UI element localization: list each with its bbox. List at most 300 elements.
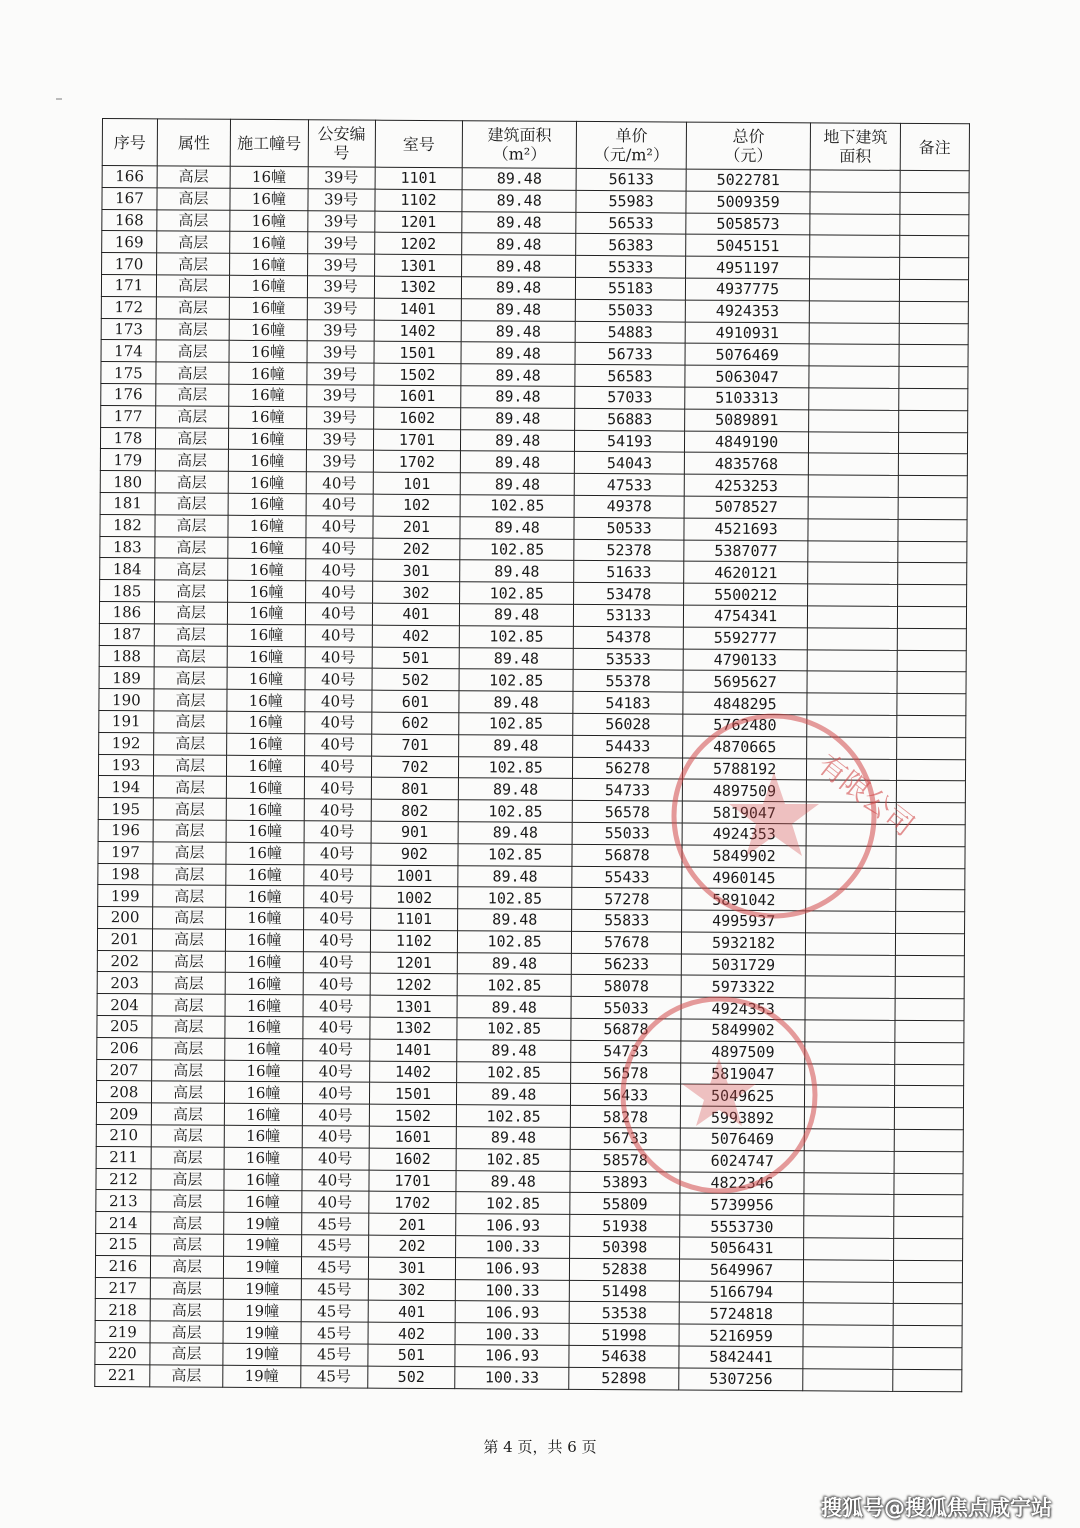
cell-unit-price: 57678 <box>572 931 682 953</box>
cell-unit-price: 55378 <box>573 670 683 692</box>
cell-remarks <box>897 606 966 628</box>
cell-remarks <box>899 279 968 301</box>
cell-total: 4822346 <box>680 1172 804 1195</box>
cell-total: 5724818 <box>679 1302 803 1325</box>
cell-seq: 170 <box>102 253 157 275</box>
cell-attr: 高层 <box>152 1016 225 1038</box>
cell-building: 16幢 <box>224 1169 301 1191</box>
cell-total: 4951197 <box>686 256 810 279</box>
cell-underground <box>805 955 895 977</box>
cell-area: 89.48 <box>462 277 576 299</box>
cell-unit-price: 53538 <box>569 1302 679 1324</box>
cell-police-no: 40号 <box>303 995 370 1017</box>
header-total-line2: （元） <box>724 145 773 166</box>
cell-total: 4870665 <box>683 736 807 759</box>
cell-seq: 184 <box>100 558 155 580</box>
cell-total: 4253253 <box>684 474 808 497</box>
cell-seq: 193 <box>98 754 153 776</box>
cell-underground <box>805 1063 895 1085</box>
cell-room: 802 <box>371 799 459 821</box>
cell-unit-price: 54733 <box>571 1040 681 1062</box>
cell-room: 402 <box>368 1322 456 1344</box>
cell-area: 89.48 <box>462 189 576 211</box>
cell-unit-price: 56878 <box>571 1018 681 1040</box>
cell-building: 16幢 <box>225 951 302 973</box>
cell-underground <box>809 366 899 388</box>
cell-total: 5592777 <box>683 627 807 650</box>
cell-attr: 高层 <box>151 1147 224 1169</box>
cell-seq: 174 <box>101 340 156 362</box>
cell-unit-price: 58578 <box>570 1149 680 1171</box>
cell-attr: 高层 <box>154 645 227 667</box>
cell-unit-price: 56583 <box>575 365 685 387</box>
cell-unit-price: 52378 <box>574 539 684 561</box>
cell-area: 89.48 <box>458 822 572 844</box>
cell-area: 89.48 <box>460 473 574 495</box>
cell-underground <box>805 1085 895 1107</box>
cell-attr: 高层 <box>151 1212 224 1234</box>
cell-area: 89.48 <box>457 996 571 1018</box>
cell-underground <box>807 737 897 759</box>
cell-remarks <box>897 650 966 672</box>
cell-remarks <box>896 802 965 824</box>
cell-unit-price: 57033 <box>575 386 685 408</box>
cell-area: 89.48 <box>461 342 575 364</box>
cell-unit-price: 52898 <box>569 1367 679 1389</box>
cell-remarks <box>898 519 967 541</box>
cell-remarks <box>898 388 967 410</box>
cell-room: 1202 <box>374 233 462 255</box>
cell-remarks <box>893 1282 962 1304</box>
cell-seq: 211 <box>96 1146 151 1168</box>
cell-remarks <box>896 846 965 868</box>
cell-total: 5056431 <box>680 1237 804 1260</box>
cell-seq: 221 <box>95 1364 150 1386</box>
cell-room: 1701 <box>373 429 461 451</box>
cell-remarks <box>897 585 966 607</box>
cell-room: 901 <box>371 821 459 843</box>
header-police-no <box>308 120 375 167</box>
cell-attr: 高层 <box>156 297 229 319</box>
cell-police-no: 39号 <box>307 341 374 363</box>
cell-underground <box>804 1216 894 1238</box>
cell-unit-price: 56733 <box>575 343 685 365</box>
cell-unit-price: 56383 <box>576 234 686 256</box>
cell-total: 5009359 <box>686 191 810 214</box>
cell-attr: 高层 <box>153 863 226 885</box>
cell-attr: 高层 <box>152 972 225 994</box>
cell-room: 1501 <box>369 1083 457 1105</box>
cell-total: 5819047 <box>681 1063 805 1086</box>
cell-underground <box>809 431 899 453</box>
cell-total: 4849190 <box>685 431 809 454</box>
cell-room: 1601 <box>369 1126 457 1148</box>
cell-building: 19幢 <box>224 1256 301 1278</box>
header-total-line1: 总价 <box>732 126 765 147</box>
cell-building: 16幢 <box>228 580 305 602</box>
cell-building: 16幢 <box>226 798 303 820</box>
cell-building: 16幢 <box>230 210 307 232</box>
cell-remarks <box>896 759 965 781</box>
cell-area: 100.33 <box>455 1279 569 1301</box>
header-attr: 属性 <box>157 119 231 166</box>
cell-building: 16幢 <box>229 297 306 319</box>
cell-total: 5089891 <box>685 409 809 432</box>
cell-police-no: 40号 <box>302 1148 369 1170</box>
cell-underground <box>804 1194 894 1216</box>
cell-unit-price: 49378 <box>574 495 684 517</box>
cell-underground <box>809 301 899 323</box>
cell-underground <box>810 279 900 301</box>
cell-underground <box>803 1369 893 1391</box>
header-underground-line2: 面积 <box>839 146 872 166</box>
cell-area: 89.48 <box>457 1040 571 1062</box>
cell-seq: 194 <box>98 776 153 798</box>
cell-unit-price: 56578 <box>572 800 682 822</box>
cell-attr: 高层 <box>152 951 225 973</box>
cell-attr: 高层 <box>155 493 228 515</box>
cell-remarks <box>892 1369 961 1391</box>
cell-underground <box>803 1325 893 1347</box>
cell-underground <box>806 824 896 846</box>
cell-room: 301 <box>368 1257 456 1279</box>
cell-underground <box>804 1172 894 1194</box>
cell-room: 1602 <box>373 407 461 429</box>
cell-area: 89.48 <box>461 451 575 473</box>
cell-room: 1002 <box>370 886 458 908</box>
cell-room: 1302 <box>374 276 462 298</box>
cell-attr: 高层 <box>150 1277 223 1299</box>
cell-police-no: 40号 <box>305 668 372 690</box>
cell-police-no: 40号 <box>302 1017 369 1039</box>
cell-area: 89.48 <box>459 647 573 669</box>
cell-seq: 179 <box>100 449 155 471</box>
cell-seq: 185 <box>100 580 155 602</box>
cell-police-no: 40号 <box>305 603 372 625</box>
cell-remarks <box>898 410 967 432</box>
cell-attr: 高层 <box>152 994 225 1016</box>
cell-police-no: 45号 <box>301 1322 368 1344</box>
header-total <box>686 122 810 170</box>
cell-remarks <box>893 1326 962 1348</box>
cell-area: 102.85 <box>458 887 572 909</box>
cell-underground <box>807 693 897 715</box>
cell-police-no: 40号 <box>302 1039 369 1061</box>
cell-remarks <box>896 715 965 737</box>
cell-police-no: 39号 <box>306 363 373 385</box>
cell-remarks <box>896 737 965 759</box>
cell-underground <box>809 322 899 344</box>
cell-attr: 高层 <box>151 1190 224 1212</box>
cell-attr: 高层 <box>155 536 228 558</box>
cell-underground <box>808 475 898 497</box>
header-police-no-line1: 公安编 <box>317 124 366 144</box>
header-building: 施工幢号 <box>230 119 308 166</box>
cell-unit-price: 54638 <box>569 1345 679 1367</box>
cell-underground <box>809 453 899 475</box>
cell-area: 102.85 <box>456 1149 570 1171</box>
cell-underground <box>807 649 897 671</box>
cell-area: 102.85 <box>457 1105 571 1127</box>
cell-remarks <box>893 1260 962 1282</box>
cell-area: 89.48 <box>458 865 572 887</box>
cell-area: 89.48 <box>461 407 575 429</box>
cell-seq: 196 <box>98 819 153 841</box>
cell-area: 89.48 <box>462 255 576 277</box>
cell-total: 4960145 <box>682 867 806 890</box>
cell-area: 102.85 <box>457 1018 571 1040</box>
cell-attr: 高层 <box>152 929 225 951</box>
cell-unit-price: 56233 <box>571 953 681 975</box>
cell-seq: 187 <box>99 623 154 645</box>
cell-area: 89.48 <box>458 909 572 931</box>
cell-building: 16幢 <box>229 341 306 363</box>
cell-remarks <box>895 955 964 977</box>
cell-building: 16幢 <box>226 842 303 864</box>
cell-total: 5842441 <box>679 1346 803 1369</box>
cell-police-no: 40号 <box>304 799 371 821</box>
cell-remarks <box>900 214 969 236</box>
cell-attr: 高层 <box>153 776 226 798</box>
cell-police-no: 39号 <box>307 232 374 254</box>
cell-room: 502 <box>367 1366 455 1388</box>
cell-building: 19幢 <box>224 1234 301 1256</box>
cell-underground <box>810 213 900 235</box>
cell-total: 4910931 <box>685 322 809 345</box>
cell-seq: 189 <box>99 667 154 689</box>
cell-total: 5649967 <box>679 1259 803 1282</box>
cell-area: 89.48 <box>461 298 575 320</box>
cell-area: 100.33 <box>455 1367 569 1389</box>
cell-seq: 199 <box>98 885 153 907</box>
cell-building: 16幢 <box>225 1038 302 1060</box>
cell-total: 4897509 <box>681 1041 805 1064</box>
cell-remarks <box>900 170 969 192</box>
cell-unit-price: 51998 <box>569 1324 679 1346</box>
cell-police-no: 40号 <box>303 864 370 886</box>
cell-building: 16幢 <box>227 689 304 711</box>
cell-total: 4790133 <box>683 649 807 672</box>
cell-seq: 176 <box>101 383 156 405</box>
cell-unit-price: 53533 <box>573 648 683 670</box>
cell-building: 16幢 <box>227 755 304 777</box>
cell-underground <box>806 933 896 955</box>
cell-seq: 200 <box>98 907 153 929</box>
cell-underground <box>804 1151 894 1173</box>
cell-building: 16幢 <box>227 646 304 668</box>
cell-underground <box>809 410 899 432</box>
cell-area: 102.85 <box>459 756 573 778</box>
cell-unit-price: 51633 <box>574 561 684 583</box>
cell-building: 16幢 <box>227 624 304 646</box>
cell-seq: 171 <box>101 274 156 296</box>
cell-seq: 203 <box>97 972 152 994</box>
header-area <box>462 121 576 169</box>
cell-unit-price: 54183 <box>573 692 683 714</box>
cell-building: 16幢 <box>228 471 305 493</box>
cell-underground <box>805 976 895 998</box>
cell-building: 16幢 <box>230 253 307 275</box>
cell-seq: 186 <box>99 601 154 623</box>
cell-total: 5076469 <box>685 343 809 366</box>
cell-unit-price: 56278 <box>573 757 683 779</box>
cell-police-no: 40号 <box>302 1104 369 1126</box>
cell-area: 89.48 <box>461 320 575 342</box>
header-unit-price-line2: （元/m²） <box>593 145 669 165</box>
cell-police-no: 39号 <box>307 319 374 341</box>
cell-area: 102.85 <box>458 931 572 953</box>
cell-seq: 183 <box>100 536 155 558</box>
cell-area: 106.93 <box>456 1258 570 1280</box>
cell-area: 106.93 <box>456 1214 570 1236</box>
cell-room: 202 <box>372 538 460 560</box>
cell-remarks <box>894 1173 963 1195</box>
cell-unit-price: 55809 <box>570 1193 680 1215</box>
cell-total: 5078527 <box>684 496 808 519</box>
cell-attr: 高层 <box>157 188 230 210</box>
cell-underground <box>805 998 895 1020</box>
cell-remarks <box>897 628 966 650</box>
cell-building: 16幢 <box>229 384 306 406</box>
cell-remarks <box>895 999 964 1021</box>
cell-seq: 168 <box>102 209 157 231</box>
cell-unit-price: 47533 <box>574 474 684 496</box>
cell-remarks <box>896 824 965 846</box>
cell-attr: 高层 <box>151 1168 224 1190</box>
cell-building: 16幢 <box>229 428 306 450</box>
cell-unit-price: 56883 <box>575 408 685 430</box>
cell-police-no: 45号 <box>301 1213 368 1235</box>
cell-total: 5022781 <box>686 169 810 192</box>
cell-total: 4995937 <box>682 910 806 933</box>
cell-room: 101 <box>373 472 461 494</box>
cell-building: 19幢 <box>223 1300 300 1322</box>
cell-room: 1602 <box>369 1148 457 1170</box>
cell-area: 102.85 <box>459 625 573 647</box>
cell-room: 302 <box>368 1279 456 1301</box>
cell-attr: 高层 <box>151 1125 224 1147</box>
cell-room: 501 <box>372 647 460 669</box>
cell-building: 16幢 <box>226 929 303 951</box>
cell-police-no: 45号 <box>301 1300 368 1322</box>
cell-attr: 高层 <box>153 842 226 864</box>
cell-underground <box>810 257 900 279</box>
cell-police-no: 40号 <box>305 537 372 559</box>
cell-total: 5849902 <box>681 1019 805 1042</box>
cell-unit-price: 57278 <box>572 888 682 910</box>
cell-total: 6024747 <box>680 1150 804 1173</box>
cell-police-no: 40号 <box>302 1060 369 1082</box>
cell-remarks <box>899 301 968 323</box>
table-body <box>95 166 969 1392</box>
cell-seq: 180 <box>100 471 155 493</box>
cell-area: 102.85 <box>459 669 573 691</box>
header-seq: 序号 <box>102 119 157 166</box>
cell-building: 16幢 <box>226 864 303 886</box>
cell-area: 89.48 <box>457 952 571 974</box>
cell-room: 701 <box>371 734 459 756</box>
cell-police-no: 40号 <box>304 821 371 843</box>
cell-seq: 182 <box>100 514 155 536</box>
cell-attr: 高层 <box>156 318 229 340</box>
cell-total: 5973322 <box>681 976 805 999</box>
cell-area: 100.33 <box>456 1236 570 1258</box>
cell-remarks <box>893 1238 962 1260</box>
cell-remarks <box>894 1042 963 1064</box>
cell-underground <box>803 1347 893 1369</box>
cell-police-no: 39号 <box>307 210 374 232</box>
cell-attr: 高层 <box>154 733 227 755</box>
cell-police-no: 40号 <box>304 755 371 777</box>
cell-room: 601 <box>372 690 460 712</box>
cell-remarks <box>898 476 967 498</box>
cell-underground <box>805 1020 895 1042</box>
cell-remarks <box>899 345 968 367</box>
cell-unit-price: 56533 <box>576 212 686 234</box>
cell-total: 4848295 <box>683 692 807 715</box>
cell-attr: 高层 <box>153 754 226 776</box>
header-unit-price-line1: 单价 <box>615 126 648 146</box>
cell-unit-price: 56028 <box>573 713 683 735</box>
cell-police-no: 39号 <box>307 254 374 276</box>
cell-police-no: 40号 <box>304 712 371 734</box>
cell-building: 16幢 <box>229 450 306 472</box>
cell-seq: 204 <box>97 994 152 1016</box>
cell-building: 16幢 <box>229 319 306 341</box>
cell-total: 5058573 <box>686 213 810 236</box>
cell-seq: 213 <box>96 1190 151 1212</box>
cell-room: 301 <box>372 560 460 582</box>
cell-police-no: 45号 <box>301 1235 368 1257</box>
cell-area: 89.48 <box>459 691 573 713</box>
cell-underground <box>805 1107 895 1129</box>
cell-remarks <box>894 1129 963 1151</box>
cell-total: 5063047 <box>685 365 809 388</box>
cell-seq: 208 <box>96 1081 151 1103</box>
header-police-no-line2: 号 <box>333 143 350 163</box>
cell-remarks <box>895 890 964 912</box>
cell-building: 16幢 <box>230 166 307 188</box>
cell-area: 102.85 <box>457 974 571 996</box>
cell-total: 5045151 <box>686 234 810 257</box>
cell-remarks <box>899 258 968 280</box>
cell-police-no: 45号 <box>300 1366 367 1388</box>
cell-police-no: 40号 <box>302 1126 369 1148</box>
cell-police-no: 45号 <box>301 1278 368 1300</box>
cell-attr: 高层 <box>150 1299 223 1321</box>
cell-underground <box>810 170 900 192</box>
cell-attr: 高层 <box>150 1234 223 1256</box>
cell-seq: 172 <box>101 296 156 318</box>
cell-underground <box>808 584 898 606</box>
cell-attr: 高层 <box>155 558 228 580</box>
cell-room: 1102 <box>370 930 458 952</box>
cell-area: 89.48 <box>456 1170 570 1192</box>
cell-attr: 高层 <box>156 275 229 297</box>
cell-room: 1301 <box>374 254 462 276</box>
cell-underground <box>806 911 896 933</box>
cell-police-no: 39号 <box>306 407 373 429</box>
cell-police-no: 45号 <box>301 1257 368 1279</box>
cell-seq: 206 <box>97 1037 152 1059</box>
cell-remarks <box>897 672 966 694</box>
cell-room: 1301 <box>370 995 458 1017</box>
cell-police-no: 40号 <box>304 777 371 799</box>
cell-total: 5049625 <box>681 1085 805 1108</box>
cell-attr: 高层 <box>153 820 226 842</box>
cell-area: 106.93 <box>455 1301 569 1323</box>
cell-building: 16幢 <box>230 232 307 254</box>
